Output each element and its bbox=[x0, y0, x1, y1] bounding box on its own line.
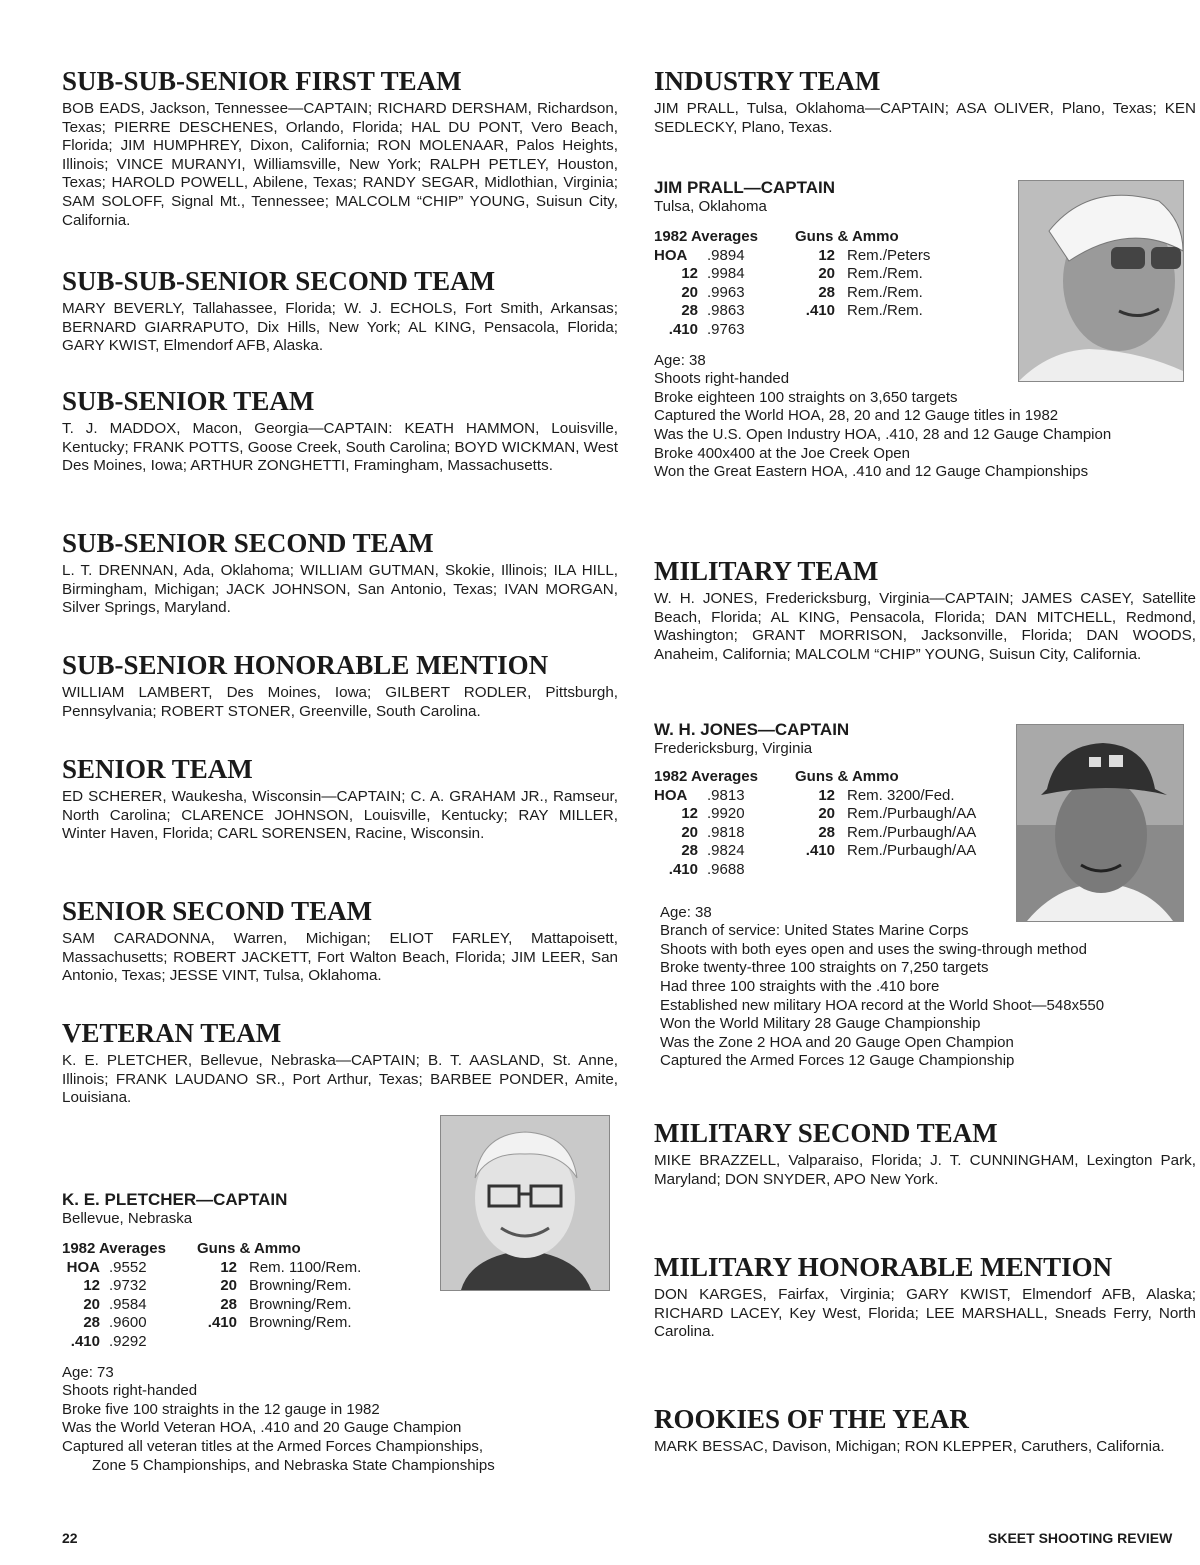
jones-photo bbox=[1016, 724, 1184, 922]
section-title: VETERAN TEAM bbox=[62, 1018, 282, 1048]
fact-line: Captured all veteran titles at the Armed Forces Championships, bbox=[62, 1437, 484, 1455]
fact-line: Age: 38 bbox=[654, 351, 706, 369]
portrait-icon bbox=[441, 1116, 609, 1290]
table-row bbox=[654, 824, 976, 843]
table-row bbox=[62, 1296, 361, 1315]
gun-gauge: 20 bbox=[818, 805, 835, 823]
section-text: DON KARGES, Fairfax, Virginia; GARY KWIST, Elmendorf AFB, Alaska; RICHARD LACEY, Key West, Florida; LEE MARSHALL, Sneads Ferry, North Carolina. bbox=[654, 1286, 1196, 1341]
section-text: SAM CARADONNA, Warren, Michigan; ELIOT FARLEY, Mattapoisett, Massachusetts; ROBERT JACKETT, Fort Walton Beach, Florida; JIM LEER, San Antonio, Texas; JESSE VINT, Tulsa, Oklahoma. bbox=[62, 930, 618, 985]
section-text: WILLIAM LAMBERT, Des Moines, Iowa; GILBERT RODLER, Pittsburgh, Pennsylvania; ROBERT STONER, Greenville, South Carolina. bbox=[62, 684, 618, 720]
section-title: MILITARY SECOND TEAM bbox=[654, 1118, 998, 1148]
section-rookies-of-the-year bbox=[654, 1404, 1196, 1457]
portrait-icon bbox=[1019, 181, 1183, 381]
prall-photo bbox=[1018, 180, 1184, 382]
table-row bbox=[62, 1259, 361, 1278]
section-sub-sub-senior-second-team bbox=[62, 266, 618, 356]
gun-gauge: 12 bbox=[818, 246, 835, 264]
gauge: 20 bbox=[681, 823, 698, 841]
guns-header: Guns & Ammo bbox=[795, 228, 899, 245]
fact-line: Zone 5 Championships, and Nebraska State Championships bbox=[92, 1456, 495, 1474]
fact-line: Had three 100 straights with the .410 bore bbox=[660, 977, 940, 995]
gun-gauge: .410 bbox=[805, 302, 835, 320]
average: .9292 bbox=[109, 1332, 147, 1350]
gauge: 12 bbox=[83, 1277, 100, 1295]
gun-gauge bbox=[795, 321, 847, 340]
averages-header: 1982 Averages bbox=[62, 1240, 166, 1257]
section-text: MIKE BRAZZELL, Valparaiso, Florida; J. T. CUNNINGHAM, Lexington Park, Maryland; DON SNYDER, APO New York. bbox=[654, 1152, 1196, 1188]
section-sub-senior-team bbox=[62, 386, 618, 476]
fact-line: Won the World Military 28 Gauge Championship bbox=[660, 1015, 981, 1033]
gun-gauge: 12 bbox=[818, 786, 835, 804]
average: .9763 bbox=[707, 320, 745, 338]
gun: Rem./Peters bbox=[847, 246, 931, 264]
publication-name: SKEET SHOOTING REVIEW bbox=[988, 1530, 1173, 1546]
fact-line: Was the Zone 2 HOA and 20 Gauge Open Champion bbox=[660, 1033, 1014, 1051]
table-row bbox=[654, 805, 976, 824]
gauge: HOA bbox=[654, 786, 688, 804]
averages-table bbox=[654, 768, 976, 880]
profile-name: JIM PRALL—CAPTAIN bbox=[654, 178, 836, 197]
section-title: MILITARY TEAM bbox=[654, 556, 879, 586]
gun bbox=[249, 1333, 361, 1352]
table-row bbox=[654, 321, 930, 340]
gun: Rem./Purbaugh/AA bbox=[847, 805, 977, 823]
averages-header: 1982 Averages bbox=[654, 228, 758, 245]
gun-gauge: .410 bbox=[207, 1314, 237, 1332]
section-title: SUB-SUB-SENIOR FIRST TEAM bbox=[62, 66, 462, 96]
gauge: 28 bbox=[681, 842, 698, 860]
portrait-icon bbox=[1017, 725, 1183, 921]
section-title: SENIOR TEAM bbox=[62, 754, 253, 784]
average: .9813 bbox=[707, 786, 745, 804]
gun: Rem./Rem. bbox=[847, 265, 923, 283]
fact-line: Branch of service: United States Marine Corps bbox=[660, 922, 969, 940]
section-title: SUB-SENIOR SECOND TEAM bbox=[62, 528, 434, 558]
section-sub-senior-honorable-mention bbox=[62, 650, 618, 721]
fact-line: Broke five 100 straights in the 12 gauge in 1982 bbox=[62, 1400, 380, 1418]
gun-gauge: 12 bbox=[220, 1258, 237, 1276]
gun-gauge: 20 bbox=[818, 265, 835, 283]
gun bbox=[847, 321, 930, 340]
table-row bbox=[654, 787, 976, 806]
section-title: SUB-SENIOR TEAM bbox=[62, 386, 315, 416]
table-row bbox=[654, 265, 930, 284]
section-industry-team bbox=[654, 66, 1196, 137]
gun: Rem./Purbaugh/AA bbox=[847, 823, 977, 841]
gauge: 12 bbox=[681, 265, 698, 283]
fact-line: Was the U.S. Open Industry HOA, .410, 28 and 12 Gauge Champion bbox=[654, 425, 1112, 443]
gauge: .410 bbox=[668, 860, 698, 878]
gauge: HOA bbox=[654, 246, 688, 264]
gun-gauge bbox=[197, 1333, 249, 1352]
section-text: K. E. PLETCHER, Bellevue, Nebraska—CAPTAIN; B. T. AASLAND, St. Anne, Illinois; FRANK LAUDANO SR., Port Arthur, Texas; BARBEE PONDER, Amite, Louisiana. bbox=[62, 1052, 618, 1107]
section-title: MILITARY HONORABLE MENTION bbox=[654, 1252, 1113, 1282]
section-text: W. H. JONES, Fredericksburg, Virginia—CAPTAIN; JAMES CASEY, Satellite Beach, Florida; AL KING, Pensacola, Florida; DAN MITCHELL, Redmond, Washington; GRANT MORRISON, Jacksonville, Florida; DAN WOODS, Anaheim, California; MALCOLM “CHIP” YOUNG, Suisun City, California. bbox=[654, 590, 1196, 663]
gun: Browning/Rem. bbox=[249, 1277, 352, 1295]
section-text: JIM PRALL, Tulsa, Oklahoma—CAPTAIN; ASA OLIVER, Plano, Texas; KEN SEDLECKY, Plano, Texas. bbox=[654, 100, 1196, 136]
gauge: 12 bbox=[681, 805, 698, 823]
averages-table bbox=[62, 1240, 361, 1352]
section-title: SUB-SENIOR HONORABLE MENTION bbox=[62, 650, 549, 680]
gauge: .410 bbox=[668, 320, 698, 338]
average: .9984 bbox=[707, 265, 745, 283]
profile-facts bbox=[62, 1364, 618, 1476]
fact-line: Broke 400x400 at the Joe Creek Open bbox=[654, 444, 910, 462]
fact-line: Captured the World HOA, 28, 20 and 12 Gauge titles in 1982 bbox=[654, 407, 1059, 425]
table-row bbox=[654, 842, 976, 861]
table-row bbox=[654, 861, 976, 880]
pletcher-photo bbox=[440, 1115, 610, 1291]
average: .9894 bbox=[707, 246, 745, 264]
gun: Rem./Purbaugh/AA bbox=[847, 842, 977, 860]
average: .9963 bbox=[707, 283, 745, 301]
fact-line: Was the World Veteran HOA, .410 and 20 Gauge Champion bbox=[62, 1419, 462, 1437]
average: .9688 bbox=[707, 860, 745, 878]
profile-location: Tulsa, Oklahoma bbox=[654, 198, 767, 215]
average: .9552 bbox=[109, 1258, 147, 1276]
section-sub-senior-second-team bbox=[62, 528, 618, 618]
gun bbox=[847, 861, 976, 880]
gauge: 20 bbox=[83, 1295, 100, 1313]
gauge: .410 bbox=[70, 1332, 100, 1350]
gun: Rem. 1100/Rem. bbox=[249, 1258, 362, 1276]
averages-header: 1982 Averages bbox=[654, 768, 758, 785]
profile-name: W. H. JONES—CAPTAIN bbox=[654, 720, 850, 739]
averages-table bbox=[654, 228, 930, 340]
gun-gauge: 20 bbox=[220, 1277, 237, 1295]
table-row bbox=[654, 247, 930, 266]
fact-line: Broke eighteen 100 straights on 3,650 targets bbox=[654, 388, 958, 406]
table-row bbox=[62, 1277, 361, 1296]
table-row bbox=[654, 284, 930, 303]
gauge: HOA bbox=[66, 1258, 100, 1276]
fact-line: Shoots with both eyes open and uses the swing-through method bbox=[660, 940, 1087, 958]
fact-line: Shoots right-handed bbox=[654, 370, 790, 388]
average: .9818 bbox=[707, 823, 745, 841]
average: .9920 bbox=[707, 805, 745, 823]
section-text: ED SCHERER, Waukesha, Wisconsin—CAPTAIN; C. A. GRAHAM JR., Ramseur, North Carolina; CLARENCE JOHNSON, Louisville, Kentucky; RAY MILLER, Winter Haven, Florida; CARL SORENSEN, Racine, Wisconsin. bbox=[62, 788, 618, 843]
gun-gauge: 28 bbox=[818, 283, 835, 301]
average: .9863 bbox=[707, 302, 745, 320]
average: .9584 bbox=[109, 1295, 147, 1313]
gun: Rem./Rem. bbox=[847, 302, 923, 320]
section-veteran-team bbox=[62, 1018, 618, 1108]
fact-line: Broke twenty-three 100 straights on 7,250 targets bbox=[660, 959, 989, 977]
fact-line: Established new military HOA record at the World Shoot—548x550 bbox=[660, 996, 1105, 1014]
fact-line: Age: 38 bbox=[660, 903, 712, 921]
table-row bbox=[654, 302, 930, 321]
section-title: INDUSTRY TEAM bbox=[654, 66, 881, 96]
fact-line: Won the Great Eastern HOA, .410 and 12 Gauge Championships bbox=[654, 463, 1089, 481]
fact-line: Shoots right-handed bbox=[62, 1382, 198, 1400]
section-military-second-team bbox=[654, 1118, 1196, 1189]
section-senior-second-team bbox=[62, 896, 618, 986]
gun-gauge: 28 bbox=[220, 1295, 237, 1313]
guns-header: Guns & Ammo bbox=[197, 1240, 301, 1257]
gun-gauge: .410 bbox=[805, 842, 835, 860]
section-text: L. T. DRENNAN, Ada, Oklahoma; WILLIAM GUTMAN, Skokie, Illinois; ILA HILL, Birmingham, Michigan; JACK JOHNSON, San Antonio, Texas; IVAN MORGAN, Silver Springs, Maryland. bbox=[62, 562, 618, 617]
section-text: MARY BEVERLY, Tallahassee, Florida; W. J. ECHOLS, Fort Smith, Arkansas; BERNARD GIARRAPUTO, Dix Hills, New York; AL KING, Pensacola, Florida; GARY KWIST, Elmendorf AFB, Alaska. bbox=[62, 300, 618, 355]
profile-name: K. E. PLETCHER—CAPTAIN bbox=[62, 1190, 288, 1209]
section-military-honorable-mention bbox=[654, 1252, 1196, 1342]
fact-line: Age: 73 bbox=[62, 1363, 114, 1381]
fact-line: Captured the Armed Forces 12 Gauge Championship bbox=[660, 1052, 1015, 1070]
profile-facts bbox=[654, 904, 1196, 1071]
page-number: 22 bbox=[62, 1530, 78, 1546]
gun: Rem./Rem. bbox=[847, 283, 923, 301]
section-sub-sub-senior-first-team bbox=[62, 66, 618, 230]
gun-gauge: 28 bbox=[818, 823, 835, 841]
table-row bbox=[62, 1333, 361, 1352]
gauge: 20 bbox=[681, 283, 698, 301]
gun: Browning/Rem. bbox=[249, 1314, 352, 1332]
section-title: SENIOR SECOND TEAM bbox=[62, 896, 373, 926]
gauge: 28 bbox=[681, 302, 698, 320]
gauge: 28 bbox=[83, 1314, 100, 1332]
section-text: MARK BESSAC, Davison, Michigan; RON KLEPPER, Caruthers, California. bbox=[654, 1438, 1165, 1455]
gun: Rem. 3200/Fed. bbox=[847, 786, 955, 804]
section-military-team bbox=[654, 556, 1196, 664]
guns-header: Guns & Ammo bbox=[795, 768, 899, 785]
section-text: BOB EADS, Jackson, Tennessee—CAPTAIN; RICHARD DERSHAM, Richardson, Texas; PIERRE DESCHENES, Orlando, Florida; HAL DU PONT, Vero Beach, Florida; JIM HUMPHREY, Dixon, California; RON MOLENAAR, Palos Heights, Illinois; VINCE MURANYI, Williamsville, New York; RALPH PETLEY, Houston, Texas; HAROLD POWELL, Abilene, Texas; RANDY SEGAR, Midlothian, Virginia; SAM SOLOFF, Signal Mt., Tennessee; MALCOLM “CHIP” YOUNG, Suisun City, California. bbox=[62, 100, 618, 229]
gun: Browning/Rem. bbox=[249, 1295, 352, 1313]
average: .9824 bbox=[707, 842, 745, 860]
average: .9600 bbox=[109, 1314, 147, 1332]
section-senior-team bbox=[62, 754, 618, 844]
section-title: SUB-SUB-SENIOR SECOND TEAM bbox=[62, 266, 496, 296]
profile-location: Bellevue, Nebraska bbox=[62, 1210, 193, 1227]
section-text: T. J. MADDOX, Macon, Georgia—CAPTAIN: KEATH HAMMON, Louisville, Kentucky; FRANK POTTS, Goose Creek, South Carolina; BOYD WICKMAN, West Des Moines, Iowa; ARTHUR ZONGHETTI, Framingham, Massachusetts. bbox=[62, 420, 618, 475]
table-row bbox=[62, 1314, 361, 1333]
average: .9732 bbox=[109, 1277, 147, 1295]
gun-gauge bbox=[795, 861, 847, 880]
profile-location: Fredericksburg, Virginia bbox=[654, 740, 813, 757]
section-title: ROOKIES OF THE YEAR bbox=[654, 1404, 969, 1434]
